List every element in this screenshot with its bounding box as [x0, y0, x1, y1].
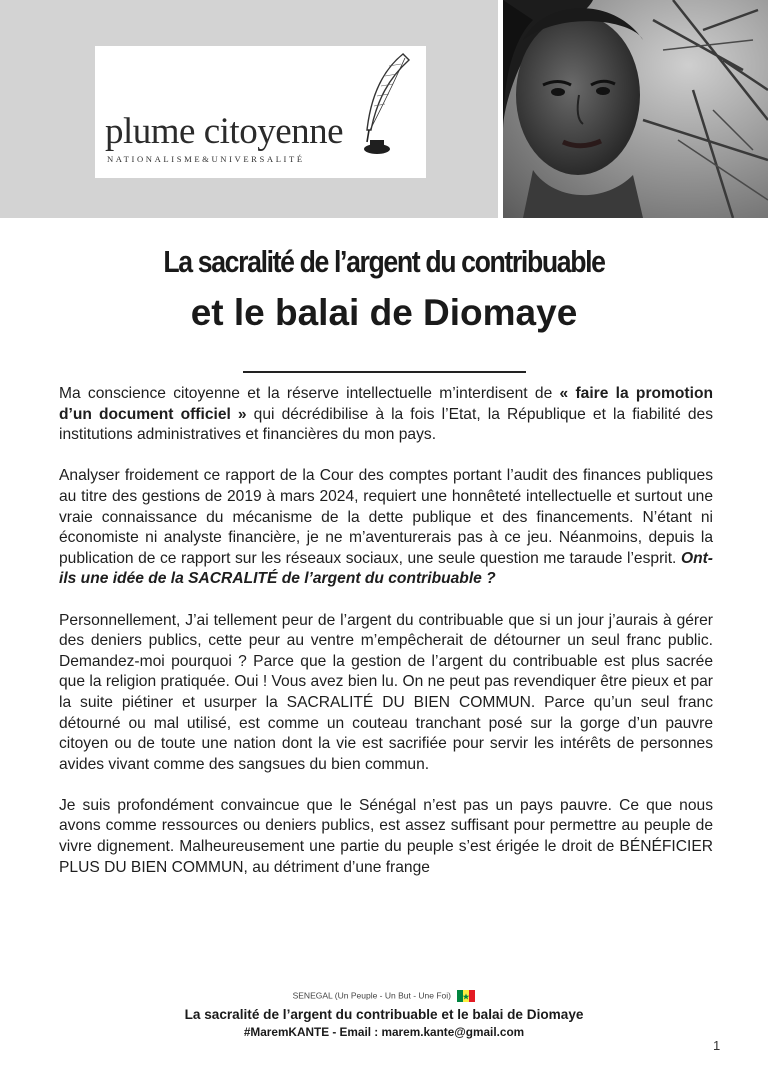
- author-portrait-image: [503, 0, 768, 218]
- article-title-line-2: et le balai de Diomaye: [190, 292, 578, 333]
- footer-contact: #MaremKANTE - Email : marem.kante@gmail.com: [243, 1025, 525, 1039]
- paragraph-text: Personnellement, J’ai tellement peur de l’argent du contribuable que si un jour j’aurais à gérer des deniers publics, cette peur au ventre m’empêcherait de détourner un seul franc public. Demandez-moi pourquoi ? Parce que la gestion de l’argent du contribuable est plus sacrée que la religion pratiquée. Oui ! Vous avez bien lu. On ne peut pas revendiquer être pieux et par la suite piétiner et usurper la SACRALITÉ DU BIEN COMMUN. Parce qu’un seul franc détourné ou mal utilisé, est comme un couteau tranchant posé sur la gorge d’un pauvre citoyen ou de toute une nation dont la vie est sacrifiée pour servir les intérêts de personnes avides vivant comme des sangsues du bien commun.: [59, 611, 713, 773]
- logo-wordmark: plume citoyenne: [105, 111, 344, 152]
- footer-motto: [0, 990, 768, 1002]
- senegal-flag-icon: [457, 990, 475, 1002]
- article-paragraph: [59, 611, 713, 776]
- article-body: [59, 384, 713, 899]
- footer-motto-text: SENEGAL (Un Peuple - Un But - Une Foi): [292, 990, 452, 1001]
- footer-title: La sacralité de l’argent du contribuable et le balai de Diomaye: [184, 1007, 584, 1022]
- title-divider: [243, 371, 526, 373]
- article-paragraph: [59, 384, 713, 446]
- paragraph-text: Ma conscience citoyenne et la réserve intellectuelle m’interdisent de: [59, 385, 560, 402]
- paragraph-text: qui décrédibilise à la fois l’Etat, la République et la fiabilité des institutions administratives et financières du mon pays.: [59, 405, 713, 444]
- header-banner: [0, 0, 768, 218]
- quill-pen-icon: [343, 50, 423, 160]
- page-number: 1: [713, 1038, 721, 1053]
- emphasized-text: Ont-ils une idée de la SACRALITÉ de l’argent du contribuable ?: [59, 549, 713, 588]
- article-title-line-1: La sacralité de l’argent du contribuable: [163, 244, 605, 279]
- paragraph-text: Je suis profondément convaincue que le Sénégal n’est pas un pays pauvre. Ce que nous avons comme ressources ou deniers publics, est assez suffisant pour permettre au peuple de vivre dignement. Malheureusement une partie du peuple s’est érigée le droit de BÉNÉFICIER PLUS DU BIEN COMMUN, au détriment d’une frange: [59, 796, 713, 876]
- author-photo: [503, 0, 768, 218]
- logo: [95, 46, 426, 178]
- article-paragraph: [59, 796, 713, 878]
- paragraph-text: Analyser froidement ce rapport de la Cour des comptes portant l’audit des finances publiques au titre des gestions de 2019 à mars 2024, requiert une honnêteté intellectuelle et surtout une vraie connaissance du mécanisme de la dette publique et des financements. N’étant ni économiste ni analyste financière, je ne m’aventurerais pas à ce jeu. Néanmoins, depuis la publication de ce rapport sur les réseaux sociaux, une seule question me taraude l’esprit.: [59, 467, 713, 567]
- logo-tagline: NATIONALISME&UNIVERSALITÉ: [107, 154, 305, 164]
- article-paragraph: [59, 466, 713, 590]
- emphasized-text: « faire la promotion d’un document officiel »: [59, 385, 714, 423]
